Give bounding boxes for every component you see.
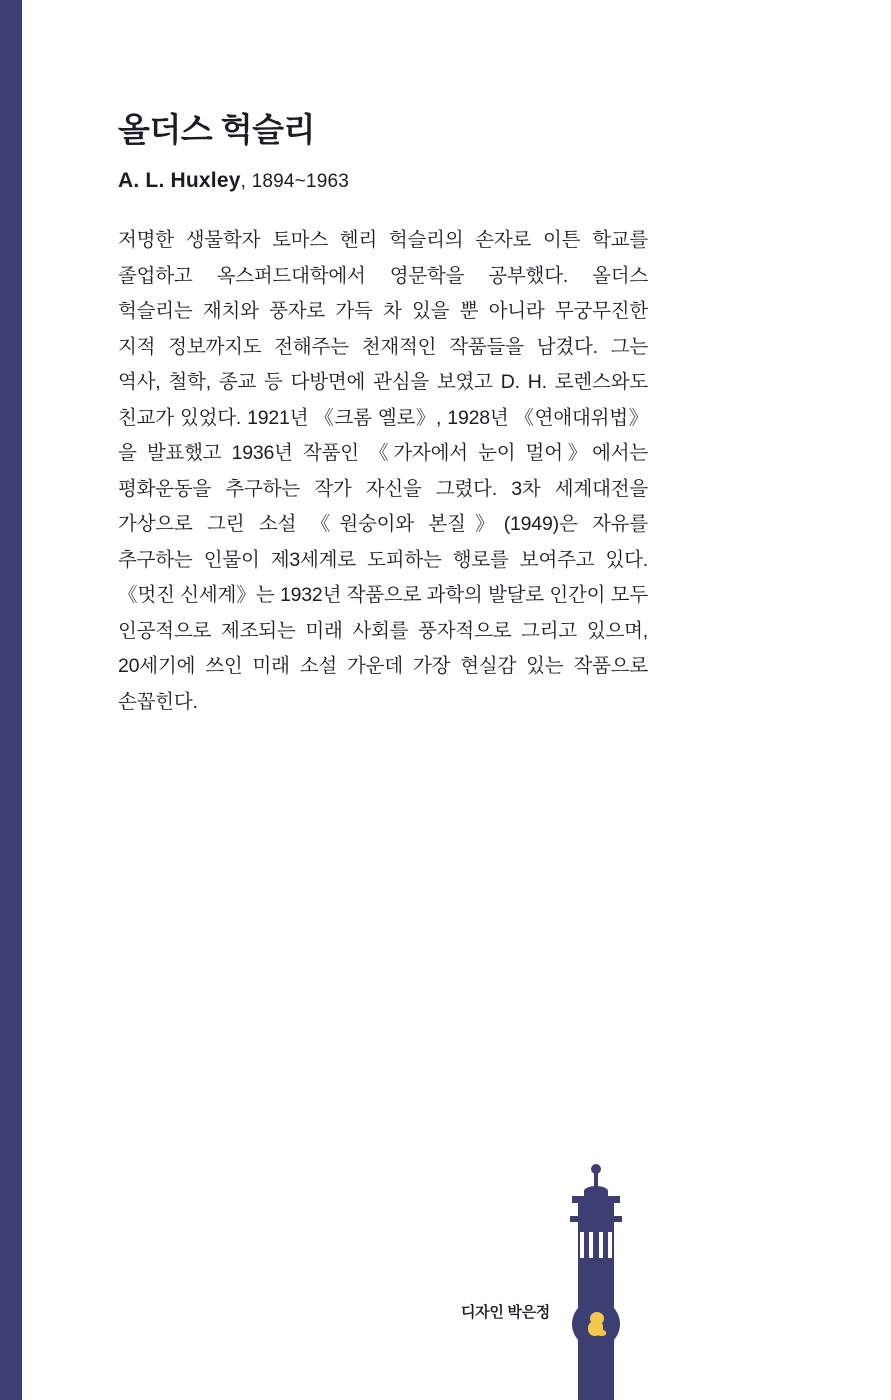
- tower-illustration: [566, 1140, 626, 1400]
- tower-dome-icon: [584, 1186, 608, 1196]
- author-name-english: A. L. Huxley: [118, 168, 241, 192]
- tower-band-lower: [570, 1216, 622, 1222]
- tower-windows: [580, 1232, 612, 1258]
- author-bio-block: [118, 110, 648, 720]
- fetus-icon: [586, 1312, 607, 1338]
- author-biography-text: 저명한 생물학자 토마스 헨리 헉슬리의 손자로 이튼 학교를 졸업하고 옥스퍼드대학에서 영문학을 공부했다. 올더스 헉슬리는 재치와 풍자로 가득 차 있을 뿐 아니라 무궁무진한 지적 정보까지도 전해주는 천재적인 작품들을 남겼다. 그는 역사, 철학, 종교 등 다방면에 관심을 보였고 D. H. 로렌스와도 친교가 있었다. 1921년 《크롬 옐로》, 1928년 《연애대위법》을 발표했고 1936년 작품인 《가자에서 눈이 멀어》에서는 평화운동을 추구하는 작가 자신을 그렸다. 3차 세계대전을 가상으로 그린 소설 《원숭이와 본질》(1949)은 자유를 추구하는 인물이 제3세계로 도피하는 행로를 보여주고 있다. 《멋진 신세계》는 1932년 작품으로 과학의 발달로 인간이 모두 인공적으로 제조되는 미래 사회를 풍자적으로 그리고 있으며, 20세기에 쓰인 미래 소설 가운데 가장 현실감 있는 작품으로 손꼽힌다.: [118, 229, 648, 713]
- designer-credit: 디자인 박은정: [460, 1304, 550, 1321]
- left-navy-stripe: [0, 0, 22, 1400]
- left-white-gap: [22, 0, 32, 1400]
- author-name-korean: 올더스 헉슬리: [118, 111, 315, 148]
- author-life-years: , 1894~1963: [240, 170, 349, 192]
- author-name-line: [118, 168, 648, 194]
